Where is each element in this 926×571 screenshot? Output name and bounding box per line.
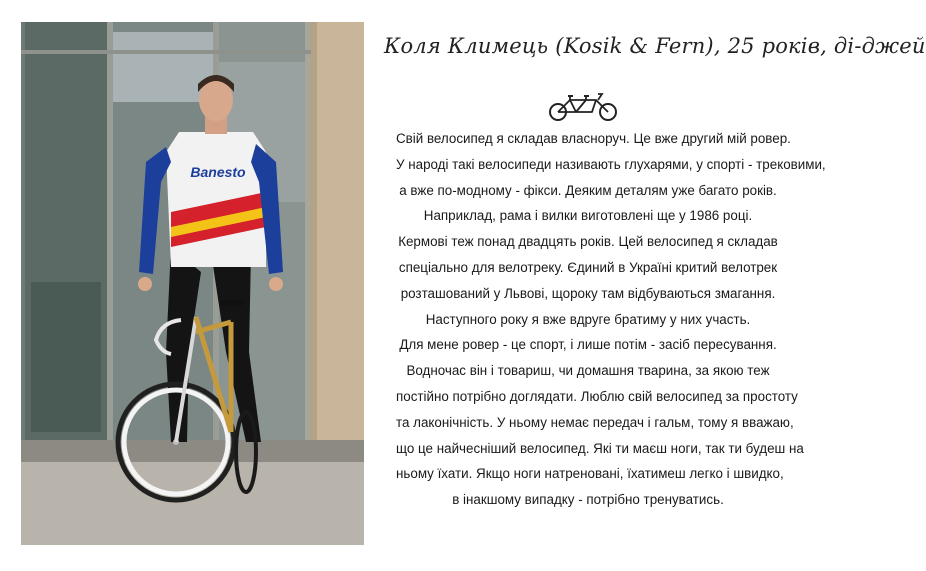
story-line: Наступного року я вже вдруге братиму у них участь.	[425, 311, 751, 327]
cyclist-photo-illustration	[21, 22, 364, 545]
jersey-brand-text: Banesto	[190, 164, 246, 180]
story-line: Кермові теж понад двадцять років. Цей велосипед я складав	[398, 234, 778, 250]
story-line: Наприклад, рама і вилки виготовлені ще у 1986 році.	[423, 208, 753, 224]
story-line: а вже по-модному - фікси. Деяким деталям уже багато років.	[399, 182, 777, 198]
story-line: Водночас він і товариш, чи домашня тварина, за якою теж	[406, 363, 770, 379]
tandem-bicycle-icon	[548, 90, 618, 122]
story-line: постійно потрібно доглядати. Люблю свій велосипед за простоту	[396, 388, 798, 404]
page-title: Коля Климець (Kosik & Fern), 25 років, ді-джей	[384, 34, 926, 58]
story-line: спеціально для велотреку. Єдиний в Україні критий велотрек	[398, 259, 778, 275]
story-line: У народі такі велосипеди називають глухарями, у спорті - трековими,	[396, 156, 826, 172]
story-line: Для мене ровер - це спорт, і лише потім - засіб пересування.	[399, 337, 777, 353]
story-line: та лаконічність. У ньому немає передач і гальм, тому я вважаю,	[396, 414, 794, 430]
story-line: розташований у Львові, щороку там відбуваються змагання.	[400, 285, 776, 301]
portrait-photo	[21, 22, 364, 545]
story-line: в інакшому випадку - потрібно тренуватись.	[452, 492, 724, 508]
story-line: що це найчесніший велосипед. Які ти маєш ноги, так ти будеш на	[396, 440, 804, 456]
story-line: Свій велосипед я складав власноруч. Це вже другий мій ровер.	[396, 131, 791, 146]
story-text	[396, 126, 826, 513]
story-line: ньому їхати. Якщо ноги натреновані, їхатимеш легко і швидко,	[396, 466, 784, 482]
